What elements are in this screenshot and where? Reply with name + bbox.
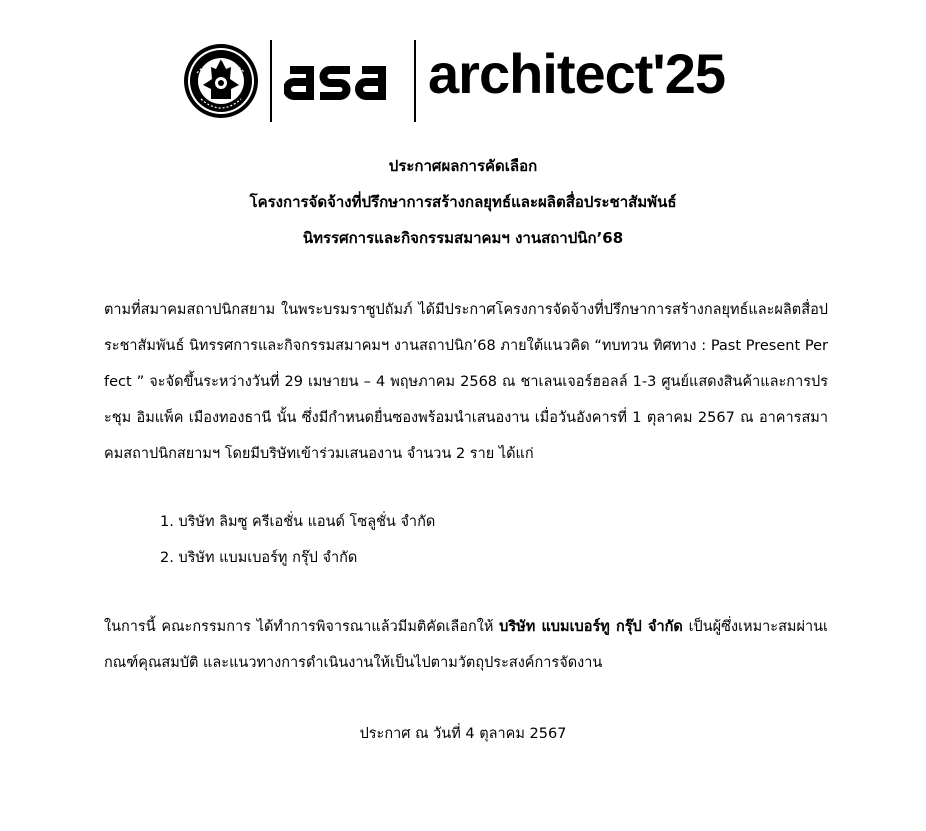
brand-title: architect'25 xyxy=(428,42,726,105)
result-prefix: ในการนี้ คณะกรรมการ ได้ทำการพิจารณาแล้วมีมติคัดเลือกให้ xyxy=(104,619,500,635)
announcement-date: ประกาศ ณ วันที่ 4 ตุลาคม 2567 xyxy=(359,726,567,742)
divider-2 xyxy=(414,40,416,122)
header-logos xyxy=(183,38,745,124)
announcement-title xyxy=(0,148,926,256)
title-line-3: นิทรรศการและกิจกรรมสมาคมฯ งานสถาปนิก’68 xyxy=(302,229,624,247)
title-line-1: ประกาศผลการคัดเลือก xyxy=(388,157,538,175)
asa-seal-icon xyxy=(183,43,259,119)
company-list xyxy=(160,504,435,576)
result-suffix: เป็นผู้ซึ่งเหมาะสมผ่านเกณฑ์คุณสมบัติ และแนวทางการดำเนินงานให้เป็นไปตามวัตถุประสงค์การจัดงาน xyxy=(104,619,828,671)
result-paragraph xyxy=(104,609,828,681)
selected-company: บริษัท แบมเบอร์ทู กรุ๊ป จำกัด xyxy=(499,619,683,635)
list-item: 2. บริษัท แบมเบอร์ทู กรุ๊ป จำกัด xyxy=(160,550,358,566)
list-item: 1. บริษัท ลิมซู ครีเอชั่น แอนด์ โซลูชั่น จำกัด xyxy=(160,514,436,530)
divider-1 xyxy=(270,40,272,122)
intro-paragraph: ตามที่สมาคมสถาปนิกสยาม ในพระบรมราชูปถัมภ์ ได้มีประกาศโครงการจัดจ้างที่ปรึกษาการสร้างกลยุทธ์และผลิตสื่อประชาสัมพันธ์ นิทรรศการและกิจกรรมสมาคมฯ งานสถาปนิก’68 ภายใต้แนวคิด “ทบทวน ทิศทาง : Past Present Perfect ” จะจัดขึ้นระหว่างวันที่ 29 เมษายน – 4 พฤษภาคม 2568 ณ ชาเลนเจอร์ฮอลล์ 1-3 ศูนย์แสดงสินค้าและการประชุม อิมแพ็ค เมืองทองธานี นั้น ซึ่งมีกำหนดยื่นซองพร้อมนำเสนองาน เมื่อวันอังคารที่ 1 ตุลาคม 2567 ณ อาคารสมาคมสถาปนิกสยามฯ โดยมีบริษัทเข้าร่วมเสนองาน จำนวน 2 ราย ได้แก่ xyxy=(104,302,828,462)
asa-logo xyxy=(284,62,400,100)
title-line-2: โครงการจัดจ้างที่ปรึกษาการสร้างกลยุทธ์และผลิตสื่อประชาสัมพันธ์ xyxy=(249,193,677,211)
